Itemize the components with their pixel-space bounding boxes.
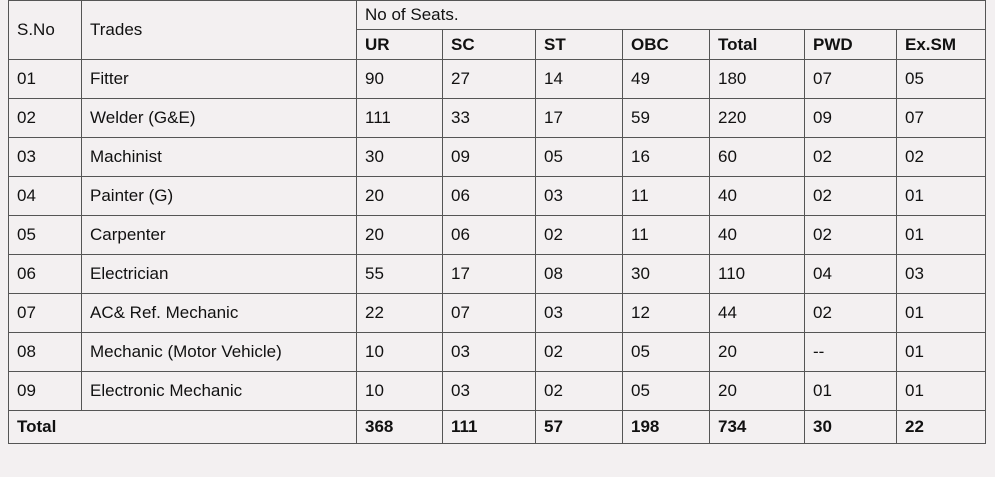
total-header: Total — [710, 30, 805, 60]
row-obc: 05 — [623, 333, 710, 372]
row-sc: 27 — [443, 60, 536, 99]
row-obc: 11 — [623, 177, 710, 216]
row-obc: 05 — [623, 372, 710, 411]
row-pwd: 09 — [805, 99, 897, 138]
row-st: 05 — [536, 138, 623, 177]
row-ur: 20 — [357, 177, 443, 216]
total-label: Total — [9, 411, 357, 444]
row-sc: 06 — [443, 177, 536, 216]
row-exsm: 01 — [897, 216, 986, 255]
table-row — [9, 255, 986, 294]
row-trade: Mechanic (Motor Vehicle) — [82, 333, 357, 372]
row-trade: Welder (G&E) — [82, 99, 357, 138]
row-trade: Carpenter — [82, 216, 357, 255]
row-pwd: 07 — [805, 60, 897, 99]
row-total: 40 — [710, 216, 805, 255]
row-exsm: 07 — [897, 99, 986, 138]
row-ur: 22 — [357, 294, 443, 333]
row-pwd: 02 — [805, 177, 897, 216]
row-sc: 07 — [443, 294, 536, 333]
row-trade: Fitter — [82, 60, 357, 99]
row-exsm: 01 — [897, 177, 986, 216]
row-sno: 05 — [9, 216, 82, 255]
row-sno: 08 — [9, 333, 82, 372]
row-sno: 07 — [9, 294, 82, 333]
row-total: 44 — [710, 294, 805, 333]
table-row — [9, 138, 986, 177]
row-pwd: 01 — [805, 372, 897, 411]
row-total: 220 — [710, 99, 805, 138]
row-sno: 01 — [9, 60, 82, 99]
row-exsm: 01 — [897, 333, 986, 372]
row-obc: 49 — [623, 60, 710, 99]
row-st: 03 — [536, 294, 623, 333]
row-ur: 20 — [357, 216, 443, 255]
ur-header: UR — [357, 30, 443, 60]
exsm-header: Ex.SM — [897, 30, 986, 60]
obc-header: OBC — [623, 30, 710, 60]
row-total: 40 — [710, 177, 805, 216]
row-exsm: 01 — [897, 372, 986, 411]
row-obc: 16 — [623, 138, 710, 177]
total-sc: 111 — [443, 411, 536, 444]
total-st: 57 — [536, 411, 623, 444]
row-total: 20 — [710, 372, 805, 411]
row-sno: 02 — [9, 99, 82, 138]
total-obc: 198 — [623, 411, 710, 444]
row-sc: 17 — [443, 255, 536, 294]
row-total: 60 — [710, 138, 805, 177]
row-exsm: 05 — [897, 60, 986, 99]
row-ur: 30 — [357, 138, 443, 177]
sno-header: S.No — [9, 1, 82, 60]
seats-group-header: No of Seats. — [357, 1, 986, 30]
table-row — [9, 60, 986, 99]
row-obc: 30 — [623, 255, 710, 294]
seats-table — [8, 0, 986, 444]
row-ur: 90 — [357, 60, 443, 99]
row-ur: 55 — [357, 255, 443, 294]
sc-header: SC — [443, 30, 536, 60]
row-st: 08 — [536, 255, 623, 294]
row-ur: 111 — [357, 99, 443, 138]
row-ur: 10 — [357, 333, 443, 372]
row-obc: 59 — [623, 99, 710, 138]
row-pwd: 02 — [805, 138, 897, 177]
row-pwd: 02 — [805, 216, 897, 255]
table-body — [9, 60, 986, 444]
st-header: ST — [536, 30, 623, 60]
table-row — [9, 99, 986, 138]
total-pwd: 30 — [805, 411, 897, 444]
total-total: 734 — [710, 411, 805, 444]
table-row — [9, 372, 986, 411]
table-row — [9, 177, 986, 216]
row-sc: 06 — [443, 216, 536, 255]
row-st: 17 — [536, 99, 623, 138]
row-trade: Electrician — [82, 255, 357, 294]
row-st: 03 — [536, 177, 623, 216]
row-sno: 09 — [9, 372, 82, 411]
row-trade: Electronic Mechanic — [82, 372, 357, 411]
row-sc: 03 — [443, 372, 536, 411]
row-st: 02 — [536, 216, 623, 255]
row-pwd: -- — [805, 333, 897, 372]
row-pwd: 02 — [805, 294, 897, 333]
row-total: 20 — [710, 333, 805, 372]
row-trade: Machinist — [82, 138, 357, 177]
header-row — [9, 1, 986, 30]
row-sc: 03 — [443, 333, 536, 372]
trades-header: Trades — [82, 1, 357, 60]
row-total: 180 — [710, 60, 805, 99]
row-sno: 06 — [9, 255, 82, 294]
row-pwd: 04 — [805, 255, 897, 294]
row-obc: 12 — [623, 294, 710, 333]
row-exsm: 03 — [897, 255, 986, 294]
total-ur: 368 — [357, 411, 443, 444]
row-total: 110 — [710, 255, 805, 294]
row-sc: 33 — [443, 99, 536, 138]
row-sc: 09 — [443, 138, 536, 177]
pwd-header: PWD — [805, 30, 897, 60]
row-sno: 04 — [9, 177, 82, 216]
total-exsm: 22 — [897, 411, 986, 444]
row-obc: 11 — [623, 216, 710, 255]
row-trade: Painter (G) — [82, 177, 357, 216]
row-exsm: 02 — [897, 138, 986, 177]
row-sno: 03 — [9, 138, 82, 177]
row-st: 14 — [536, 60, 623, 99]
table-row — [9, 294, 986, 333]
table-row — [9, 333, 986, 372]
row-ur: 10 — [357, 372, 443, 411]
row-trade: AC& Ref. Mechanic — [82, 294, 357, 333]
total-row — [9, 411, 986, 444]
row-st: 02 — [536, 333, 623, 372]
row-st: 02 — [536, 372, 623, 411]
table-row — [9, 216, 986, 255]
row-exsm: 01 — [897, 294, 986, 333]
